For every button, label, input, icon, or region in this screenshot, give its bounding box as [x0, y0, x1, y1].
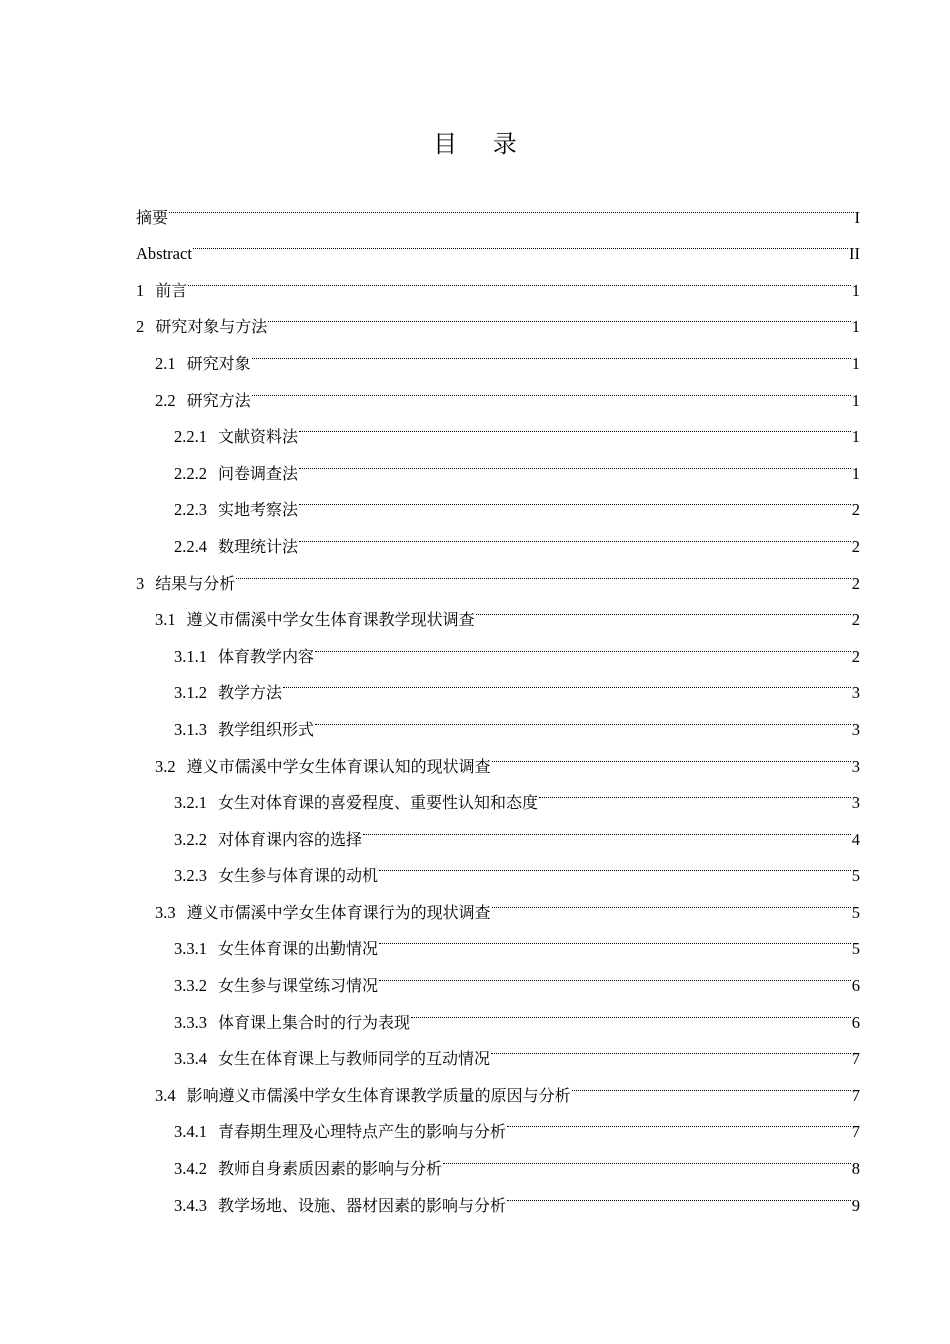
toc-entry-number: 1: [136, 280, 145, 300]
dot-leader: [268, 296, 850, 333]
toc-entry[interactable]: [136, 223, 860, 264]
toc-entry-page-number: 3: [851, 756, 860, 776]
toc-entry-title: 研究对象: [186, 353, 251, 373]
dot-leader: [379, 918, 851, 955]
toc-entry-title: 女生在体育课上与教师同学的互动情况: [218, 1049, 491, 1069]
toc-entry-title: 女生体育课的出勤情况: [218, 939, 379, 959]
toc-entry-title: 影响遵义市儒溪中学女生体育课教学质量的原因与分析: [186, 1085, 571, 1105]
toc-entry-page-number: 3: [851, 793, 860, 813]
toc-entry-title: 摘要: [136, 207, 169, 227]
toc-entry-title: 数理统计法: [218, 536, 299, 556]
toc-entry[interactable]: [136, 296, 860, 337]
toc-entry[interactable]: [136, 186, 860, 227]
toc-entry-number: 3.4.2: [174, 1159, 207, 1179]
toc-entry-number: 3.2.3: [174, 866, 207, 886]
toc-entry-number: 3.3.2: [174, 976, 207, 996]
dot-leader: [252, 369, 851, 406]
dot-leader: [507, 1101, 851, 1138]
toc-entry-number: 3.4.3: [174, 1195, 207, 1215]
toc-entry-title: 对体育课内容的选择: [218, 829, 363, 849]
toc-entry-number: 3.3: [155, 902, 176, 922]
toc-entry[interactable]: [136, 589, 860, 630]
dot-leader: [476, 589, 851, 626]
dot-leader: [572, 1064, 851, 1101]
dot-leader: [492, 735, 851, 772]
dot-leader: [169, 186, 853, 223]
toc-entry-page-number: 2: [851, 500, 860, 520]
toc-entry-page-number: 3: [851, 719, 860, 739]
toc-entry-title: 遵义市儒溪中学女生体育课行为的现状调查: [186, 902, 491, 922]
toc-entry-number: 3.1.3: [174, 719, 207, 739]
toc-entry-page-number: II: [849, 244, 860, 264]
toc-entry-number: 3.2.2: [174, 829, 207, 849]
toc-entry-title: 前言: [155, 280, 188, 300]
dot-leader: [507, 1174, 851, 1211]
dot-leader: [379, 845, 851, 882]
toc-entry-number: 3.2: [155, 756, 176, 776]
toc-entry[interactable]: [136, 552, 860, 593]
dot-leader: [443, 1137, 851, 1174]
toc-entry-page-number: 2: [851, 646, 860, 666]
dot-leader: [315, 625, 851, 662]
toc-entry-title: 女生参与体育课的动机: [218, 866, 379, 886]
dot-leader: [363, 808, 851, 845]
toc-entry-title: 教学方法: [218, 683, 283, 703]
toc-entry-number: 3.1: [155, 610, 176, 630]
toc-entry-number: 2.2.4: [174, 536, 207, 556]
toc-entry-title: 遵义市儒溪中学女生体育课认知的现状调查: [186, 756, 491, 776]
toc-entry-title: 文献资料法: [218, 427, 299, 447]
dot-leader: [283, 662, 851, 699]
toc-entry-page-number: 8: [851, 1159, 860, 1179]
toc-entry-page-number: 1: [851, 463, 860, 483]
toc-entry-page-number: 7: [851, 1049, 860, 1069]
toc-entry-page-number: 5: [851, 902, 860, 922]
toc-entry-page-number: 7: [851, 1085, 860, 1105]
toc-entry-page-number: 6: [851, 976, 860, 996]
toc-entry-page-number: 5: [851, 939, 860, 959]
toc-entry-title: 问卷调查法: [218, 463, 299, 483]
toc-entry-title: 女生对体育课的喜爱程度、重要性认知和态度: [218, 793, 539, 813]
toc-entry-number: 3: [136, 573, 145, 593]
toc-entry-title: 研究对象与方法: [155, 317, 268, 337]
toc-entry-title: 研究方法: [186, 390, 251, 410]
toc-entry-number: 3.3.3: [174, 1012, 207, 1032]
toc-entry-page-number: 2: [851, 573, 860, 593]
dot-leader: [411, 991, 851, 1028]
toc-entry-number: 2.2.1: [174, 427, 207, 447]
toc-entry-number: 2.2.2: [174, 463, 207, 483]
toc-entry-page-number: 2: [851, 536, 860, 556]
toc-entry-title: 遵义市儒溪中学女生体育课教学现状调查: [186, 610, 475, 630]
toc-entry-number: 3.3.4: [174, 1049, 207, 1069]
dot-leader: [236, 552, 850, 589]
toc-entry-number: 3.2.1: [174, 793, 207, 813]
dot-leader: [299, 442, 851, 479]
toc-entry-page-number: 1: [851, 427, 860, 447]
toc-entry-page-number: 1: [851, 280, 860, 300]
toc-entry-number: 3.4: [155, 1085, 176, 1105]
dot-leader: [299, 406, 851, 443]
dot-leader: [379, 954, 851, 991]
toc-entry-title: 体育教学内容: [218, 646, 315, 666]
toc-entry-title: 体育课上集合时的行为表现: [218, 1012, 411, 1032]
dot-leader: [492, 881, 851, 918]
toc-entry-title: 结果与分析: [155, 573, 236, 593]
toc-entry-number: 2.2.3: [174, 500, 207, 520]
toc-entry-page-number: 2: [851, 610, 860, 630]
toc-entry-number: 3.1.2: [174, 683, 207, 703]
toc-entry[interactable]: [136, 259, 860, 300]
toc-entry-title: 教学组织形式: [218, 719, 315, 739]
toc-entry-title: 实地考察法: [218, 500, 299, 520]
toc-entry-number: 3.4.1: [174, 1122, 207, 1142]
toc-entry-title: Abstract: [136, 244, 192, 264]
toc-entry-title: 教师自身素质因素的影响与分析: [218, 1159, 443, 1179]
toc-entry-number: 2.2: [155, 390, 176, 410]
dot-leader: [299, 515, 851, 552]
toc-entry-page-number: 1: [851, 353, 860, 373]
toc-entry-number: 2.1: [155, 353, 176, 373]
toc-entry-title: 女生参与课堂练习情况: [218, 976, 379, 996]
dot-leader: [491, 1028, 851, 1065]
toc-entry-page-number: 1: [851, 317, 860, 337]
toc-entry-number: 3.1.1: [174, 646, 207, 666]
dot-leader: [539, 772, 851, 809]
dot-leader: [193, 223, 848, 260]
toc-entry-title: 青春期生理及心理特点产生的影响与分析: [218, 1122, 507, 1142]
dot-leader: [299, 479, 851, 516]
toc-entry-page-number: I: [854, 207, 860, 227]
toc-entry-page-number: 6: [851, 1012, 860, 1032]
page-title: 目 录: [433, 130, 531, 158]
toc-entry-page-number: 4: [851, 829, 860, 849]
toc-entry-number: 2: [136, 317, 145, 337]
toc-entry-title: 教学场地、设施、器材因素的影响与分析: [218, 1195, 507, 1215]
toc-entry-page-number: 5: [851, 866, 860, 886]
dot-leader: [252, 332, 851, 369]
dot-leader: [188, 259, 850, 296]
toc-entry-page-number: 9: [851, 1195, 860, 1215]
toc-entry-page-number: 3: [851, 683, 860, 703]
toc-entry-number: 3.3.1: [174, 939, 207, 959]
toc-entry-page-number: 7: [851, 1122, 860, 1142]
table-of-contents: [136, 186, 860, 1215]
dot-leader: [315, 698, 851, 735]
toc-entry-page-number: 1: [851, 390, 860, 410]
